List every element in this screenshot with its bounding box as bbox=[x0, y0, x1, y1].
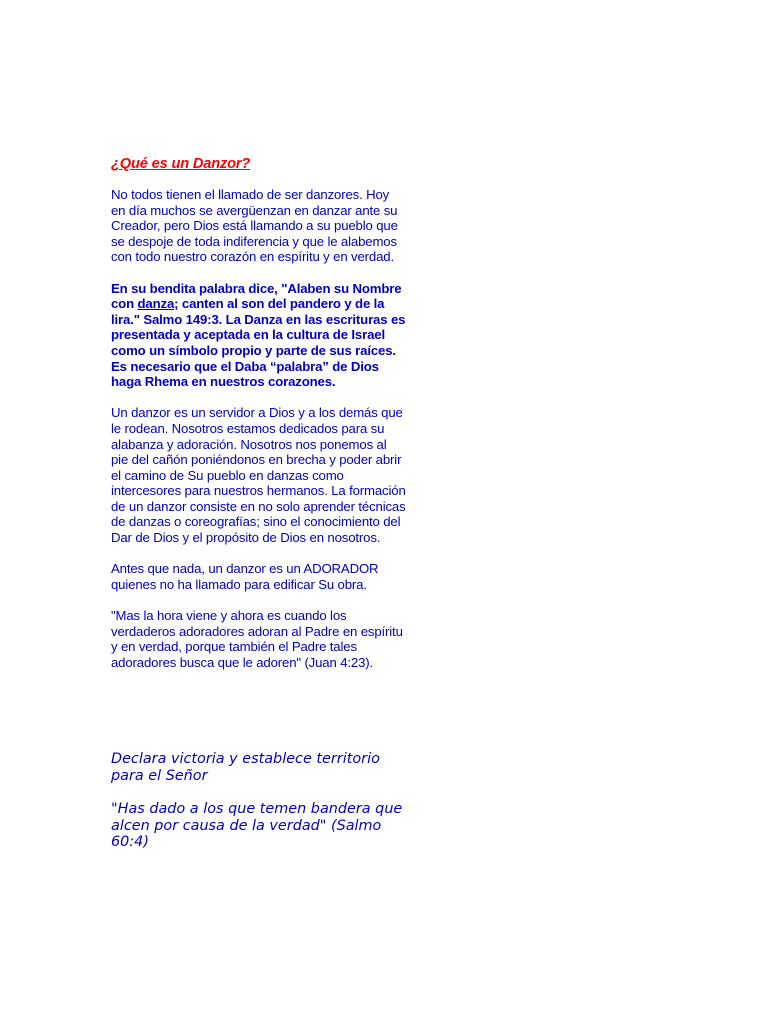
paragraph-adorer: Antes que nada, un danzor es un ADORADOR quienes no ha llamado para edificar Su obra. bbox=[111, 561, 379, 592]
paragraph-scripture bbox=[111, 281, 406, 390]
paragraph-quote-john: "Mas la hora viene y ahora es cuando los verdaderos adoradores adoran al Padre en espíritu y en verdad, porque también el Padre tales adoradores busca que le adoren" (Juan 4:23). bbox=[111, 608, 403, 670]
document-column bbox=[111, 155, 406, 686]
scripture-text-end: ; canten al son del pandero y de la lira." Salmo 149:3. La Danza en las escrituras es presentada y aceptada en la cultura de Israel como un símbolo propio y parte de sus raíces. Es necesario que el Daba “palabra” de Dios haga Rhema en nuestros corazones. bbox=[111, 296, 406, 390]
scripture-text-start: En su bendita palabra dice, "Alaben su Nombre con bbox=[111, 280, 402, 312]
declaration-heading: Declara victoria y establece territorio para el Señor bbox=[111, 751, 380, 784]
page-title: ¿Qué es un Danzor? bbox=[111, 156, 251, 172]
paragraph-intro: No todos tienen el llamado de ser danzores. Hoy en día muchos se avergüenzan en danzar ante su Creador, pero Dios está llamando a su pueblo que se despoje de toda indiferencia y que le alabemos con todo nuestro corazón en espíritu y en verdad. bbox=[111, 187, 398, 265]
underlined-word-danza: danza bbox=[137, 296, 175, 312]
italic-declaration-block bbox=[111, 751, 411, 868]
declaration-quote-psalm: "Has dado a los que temen bandera que alcen por causa de la verdad" (Salmo 60:4) bbox=[111, 801, 403, 851]
paragraph-servant: Un danzor es un servidor a Dios y a los demás que le rodean. Nosotros estamos dedicados para su alabanza y adoración. Nosotros nos ponemos al pie del cañón poniéndonos en brecha y poder abrir el camino de Su pueblo en danzas como intercesores para nuestros hermanos. La formación de un danzor consiste en no solo aprender técnicas de danzas o coreografías; sino el conocimiento del Dar de Dios y el propósito de Dios en nosotros. bbox=[111, 405, 406, 546]
